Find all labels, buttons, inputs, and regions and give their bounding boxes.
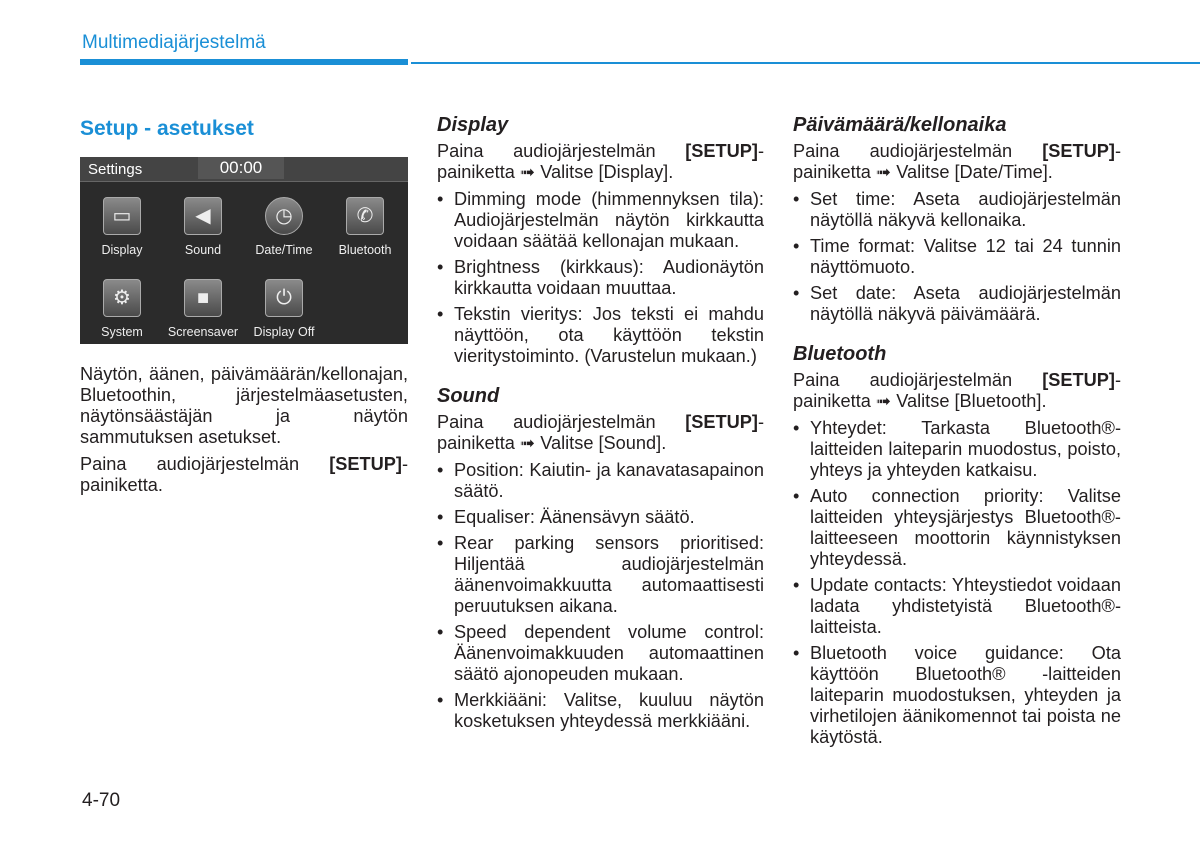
section-title: Setup - asetukset: [80, 117, 254, 140]
list-item: • Merkkiääni: Valitse, kuuluu näytön kosketuksen yhteydessä merkkiääni.: [437, 690, 764, 732]
list-item: • Set time: Aseta audiojärjestelmän näytöllä näkyvä kellonaika.: [793, 189, 1121, 231]
settings-screen-image: [80, 157, 408, 344]
sound-press-text: [437, 412, 764, 454]
display-press-text: [437, 141, 764, 183]
list-item: • Equaliser: Äänensävyn säätö.: [437, 507, 764, 528]
press-post: -painiketta.: [80, 454, 408, 495]
bluetooth-phone-icon: ✆: [346, 197, 384, 235]
setup-key: [SETUP]: [685, 141, 758, 161]
tile-label: Display: [101, 243, 143, 257]
list-item: • Set date: Aseta audiojärjestelmän näytöllä näkyvä päivämäärä.: [793, 283, 1121, 325]
screen-title: Settings: [88, 161, 143, 178]
tile-datetime: [244, 187, 324, 267]
power-icon: ⏻: [265, 279, 303, 317]
list-item: • Dimming mode (himmennyksen tila): Audiojärjestelmän näytön kirkkautta voidaan säätää kellonajan mukaan.: [437, 189, 764, 252]
middle-column: [437, 112, 764, 748]
screen-clock: 00:00: [198, 157, 284, 179]
display-list: [437, 189, 764, 367]
list-item: • Bluetooth voice guidance: Ota käyttöön Bluetooth® -laitteiden laiteparin muodostuksen, yhteyden ja virhetilojen äänikomennot tai poista ne käytöstä.: [793, 643, 1121, 748]
sound-heading: Sound: [437, 385, 500, 407]
tile-label: Date/Time: [255, 243, 313, 257]
press-pre: Paina audiojärjestelmän: [437, 412, 686, 432]
bluetooth-heading: Bluetooth: [793, 343, 887, 365]
tile-label: Screensaver: [167, 325, 239, 339]
tile-label: Display Off: [253, 325, 315, 339]
tile-label: System: [101, 325, 143, 339]
press-pre: Paina audiojärjestelmän: [793, 370, 1043, 390]
tile-display-off: [244, 269, 324, 344]
list-item: • Yhteydet: Tarkasta Bluetooth®-laitteiden laiteparin muodostus, poisto, yhteys ja yhteyden katkaisu.: [793, 418, 1121, 481]
list-item: • Rear parking sensors prioritised: Hiljentää audiojärjestelmän äänenvoimakkuutta automaattisesti peruutuksen aikana.: [437, 533, 764, 617]
setup-key: [SETUP]: [1042, 141, 1115, 161]
bluetooth-list: [793, 418, 1121, 748]
list-item: • Position: Kaiutin- ja kanavatasapainon säätö.: [437, 460, 764, 502]
list-item: • Speed dependent volume control: Äänenvoimakkuuden automaattinen säätö ajonopeuden mukaan.: [437, 622, 764, 685]
press-post: -painiketta ➟ Valitse [Bluetooth].: [793, 370, 1121, 411]
datetime-press-text: [793, 141, 1121, 183]
list-item: • Time format: Valitse 12 tai 24 tunnin näyttömuoto.: [793, 236, 1121, 278]
list-item: • Tekstin vieritys: Jos teksti ei mahdu näyttöön, ota käyttöön tekstin vieritystoiminto. (Varustelun mukaan.): [437, 304, 764, 367]
left-column: [80, 112, 408, 502]
screensaver-icon: ■: [184, 279, 222, 317]
press-pre: Paina audiojärjestelmän: [437, 141, 686, 161]
tile-display: [82, 187, 162, 267]
tile-label: Bluetooth: [338, 243, 392, 257]
setup-key: [SETUP]: [329, 454, 402, 474]
screen-status-bar: [80, 157, 408, 182]
press-pre: Paina audiojärjestelmän: [793, 141, 1043, 161]
right-column: [793, 112, 1121, 764]
tile-screensaver: [163, 269, 243, 344]
header-rule: [411, 62, 1200, 64]
press-post: -painiketta ➟ Valitse [Display].: [437, 141, 764, 182]
header-bar: [80, 59, 408, 65]
page-number: 4-70: [82, 790, 121, 811]
display-heading: Display: [437, 114, 509, 136]
tile-sound: [163, 187, 243, 267]
tile-bluetooth: [325, 187, 405, 267]
tile-system: [82, 269, 162, 344]
datetime-heading: Päivämäärä/kellonaika: [793, 114, 1007, 136]
speaker-icon: ◀: [184, 197, 222, 235]
press-post: -painiketta ➟ Valitse [Sound].: [437, 412, 764, 453]
list-item: • Brightness (kirkkaus): Audionäytön kirkkautta voidaan muuttaa.: [437, 257, 764, 299]
gear-icon: ⚙: [103, 279, 141, 317]
bluetooth-press-text: [793, 370, 1121, 412]
tile-label: Sound: [184, 243, 222, 257]
press-post: -painiketta ➟ Valitse [Date/Time].: [793, 141, 1121, 182]
setup-key: [SETUP]: [685, 412, 758, 432]
display-icon: ▭: [103, 197, 141, 235]
sound-list: [437, 460, 764, 732]
list-item: • Auto connection priority: Valitse laitteiden yhteysjärjestys Bluetooth®-laitteeseen moottorin käynnistyksen yhteydessä.: [793, 486, 1121, 570]
press-pre: Paina audiojärjestelmän: [80, 454, 330, 474]
datetime-list: [793, 189, 1121, 325]
press-setup-text: [80, 454, 408, 496]
clock-icon: ◷: [265, 197, 303, 235]
list-item: • Update contacts: Yhteystiedot voidaan ladata yhdistetyistä Bluetooth®-laitteista.: [793, 575, 1121, 638]
setup-key: [SETUP]: [1042, 370, 1115, 390]
chapter-title: Multimediajärjestelmä: [82, 32, 266, 53]
intro-text: Näytön, äänen, päivämäärän/kellonajan, Bluetoothin, järjestelmäasetusten, näytönsäästäjän ja näytön sammutuksen asetukset.: [80, 364, 408, 447]
